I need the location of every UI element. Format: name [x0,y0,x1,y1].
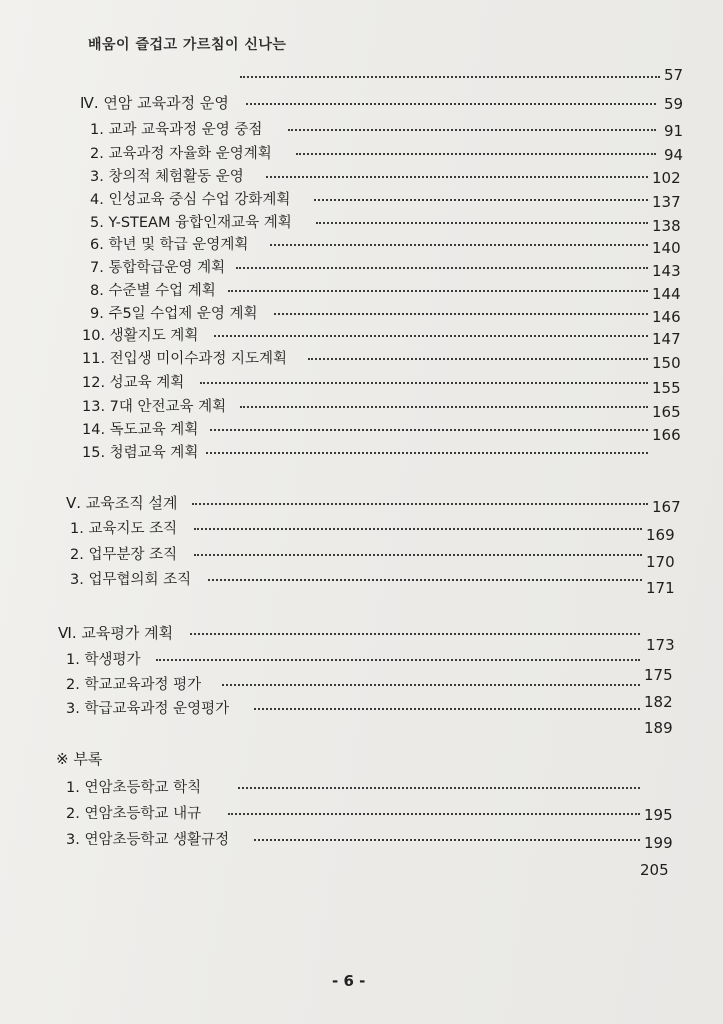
page-number: 167 [652,498,681,516]
leader-dots [210,429,648,431]
page-number: 195 [644,806,673,824]
leader-dots [214,335,648,337]
toc-item [0,165,723,187]
toc-item [0,302,723,324]
toc-appendix [0,748,723,770]
toc-item [0,395,723,421]
toc-item [0,371,723,397]
item-label: 11. 전입생 미이수과정 지도계획 [82,351,287,367]
item-label: 10. 생활지도 계획 [82,328,199,344]
page-number: 182 [644,693,673,711]
item-label: 7. 통합학급운영 계획 [90,260,226,276]
page-number: 150 [652,354,681,372]
page-number: 91 [664,122,684,140]
toc-item [0,568,723,597]
item-label: 14. 독도교육 계획 [82,422,199,438]
leader-dots [274,313,648,315]
item-label: 1. 연암초등학교 학칙 [66,780,202,796]
leader-dots [266,176,648,178]
page-number: 147 [652,330,681,348]
leader-dots [240,406,648,408]
toc-section-5 [0,492,723,514]
toc-item [0,441,723,463]
page-number: 140 [652,239,681,257]
page-number: 171 [646,579,675,597]
leader-dots [316,222,648,224]
section-title: Ⅳ. 연암 교육과정 운영 [80,94,229,112]
toc-section-4 [0,92,723,114]
toc-item [0,517,723,544]
leader-dots [228,290,648,292]
leader-dots [288,129,656,131]
toc-item [0,118,723,140]
item-label: 3. 창의적 체험활동 운영 [90,169,244,185]
item-label: 4. 인성교육 중심 수업 강화계획 [90,192,291,208]
leader-dots [246,103,656,105]
toc-item [0,543,723,571]
section-title: Ⅵ. 교육평가 계획 [58,624,174,642]
item-label: 12. 성교육 계획 [82,375,185,391]
leader-dots [236,267,648,269]
page-footer-number: - 6 - [332,972,366,990]
item-label: 6. 학년 및 학급 운영계획 [90,237,249,253]
toc-item [0,256,723,278]
toc-item [0,142,723,164]
leader-dots [156,659,640,661]
leader-dots [192,503,648,505]
page-number: 166 [652,426,681,444]
page-number: 170 [646,553,675,571]
leader-dots [238,787,640,789]
leader-dots [296,153,656,155]
toc-item [0,418,723,444]
item-label: 13. 7대 안전교육 계획 [82,399,227,415]
page-number: 146 [652,308,681,326]
item-label: 1. 교육지도 조직 [70,521,178,537]
page-number: 143 [652,262,681,280]
item-label: 2. 업무분장 조직 [70,547,178,563]
page-number: 137 [652,193,681,211]
leader-dots [308,358,648,360]
leader-dots [190,633,640,635]
leader-dots [194,528,642,530]
item-label: 1. 교과 교육과정 운영 중점 [90,122,263,138]
page-number: 94 [664,146,684,164]
header-title: 배움이 즐겁고 가르침이 신나는 [88,37,287,53]
leader-dots [240,76,660,78]
toc-item [0,324,723,346]
page-number: 59 [664,95,684,113]
toc-item [0,279,723,301]
leader-dots [194,554,642,556]
item-label: 3. 연암초등학교 생활규정 [66,832,230,848]
toc-item [0,188,723,210]
page-number: 57 [664,66,684,84]
page-number: 189 [644,719,673,737]
section-title: Ⅴ. 교육조직 설계 [66,494,178,512]
leader-dots [254,839,640,841]
page-number: 165 [652,403,681,421]
toc-item [0,648,723,684]
page-number: 155 [652,379,681,397]
leader-dots [314,199,648,201]
leader-dots [222,684,640,686]
item-label: 1. 학생평가 [66,652,141,668]
item-label: 9. 주5일 수업제 운영 계획 [90,306,258,322]
page-number: 169 [646,526,675,544]
item-label: 2. 연암초등학교 내규 [66,806,202,822]
item-label: 2. 교육과정 자율화 운영계획 [90,146,272,162]
leader-dots [228,813,640,815]
appendix-title: ※ 부록 [56,750,103,768]
item-label: 2. 학교교육과정 평가 [66,677,202,693]
page-number: 199 [644,834,673,852]
page-number: 144 [652,285,681,303]
leader-dots [208,579,642,581]
page-number: 205 [640,861,669,879]
leader-dots [270,244,648,246]
page-number: 173 [646,636,675,654]
toc-section-6 [0,622,723,654]
page-number: 175 [644,666,673,684]
toc-item [0,233,723,255]
item-label: 8. 수준별 수업 계획 [90,283,216,299]
leader-dots [200,382,648,384]
leader-dots [254,708,640,710]
item-label: 5. Y-STEAM 융합인재교육 계획 [90,215,292,231]
item-label: 3. 업무협의회 조직 [70,572,192,588]
toc-item [0,347,723,372]
item-label: 15. 청렴교육 계획 [82,445,199,461]
item-label: 3. 학급교육과정 운영평가 [66,701,230,717]
page-number: 102 [652,169,681,187]
leader-dots [206,452,648,454]
toc-item [0,697,723,737]
toc-item [0,211,723,233]
page-number: 138 [652,217,681,235]
toc-item [0,828,723,879]
